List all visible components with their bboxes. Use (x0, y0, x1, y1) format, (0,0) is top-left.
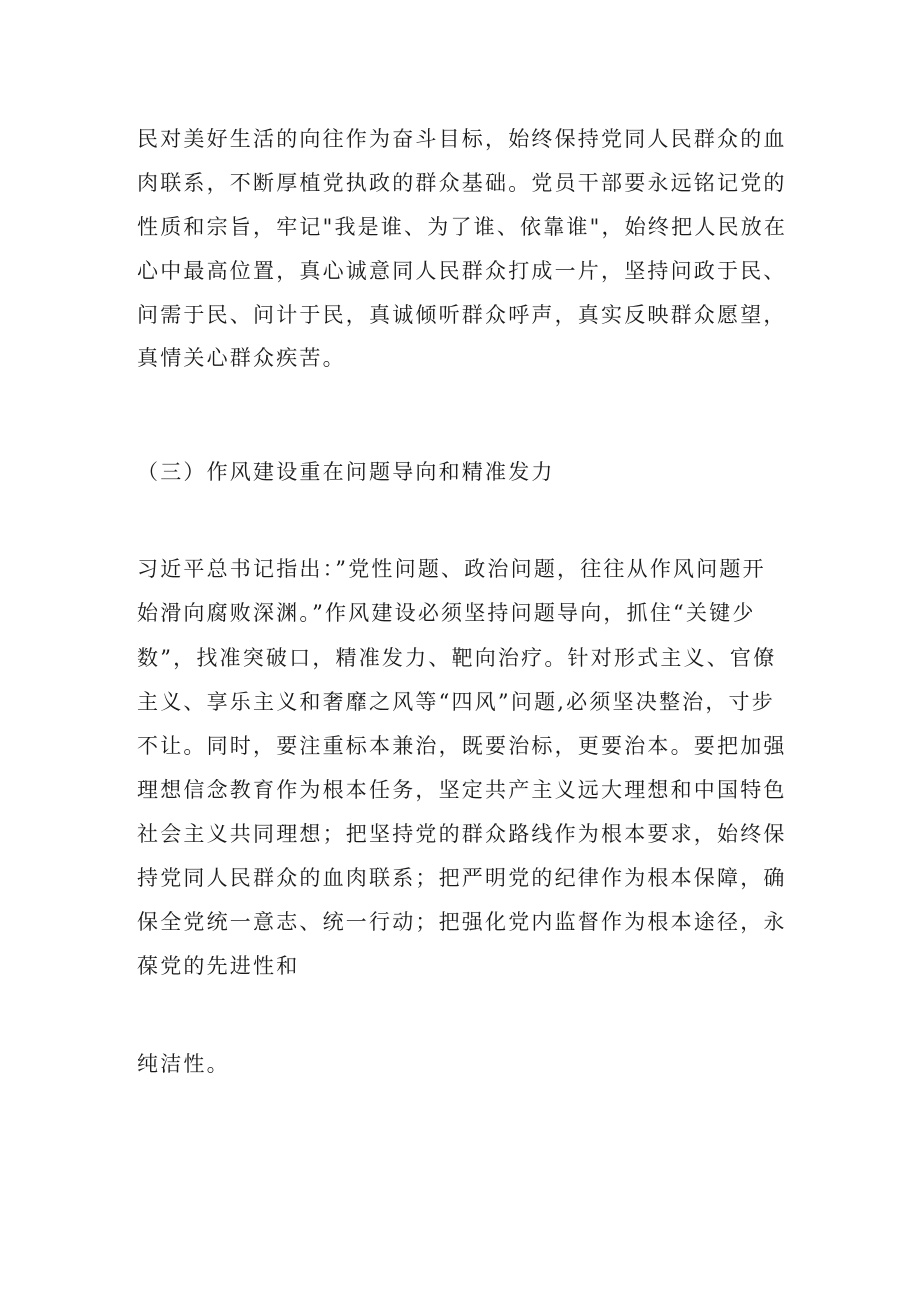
paragraph-1-line-4: 心中最高位置，真心诚意同人民群众打成一片，坚持问政于民、 (137, 259, 787, 283)
paragraph-1-line-2: 肉联系，不断厚植党执政的群众基础。党员干部要永远铭记党的 (137, 171, 787, 195)
paragraph-2-line-4: 主义、享乐主义和奢靡之风等“四风”问题,必须坚决整治，寸步 (137, 690, 775, 714)
paragraph-2-line-3: 数”，找准突破口，精准发力、靶向治疗。针对形式主义、官僚 (137, 646, 777, 670)
paragraph-1-line-1: 民对美好生活的向往作为奋斗目标，始终保持党同人民群众的血 (137, 127, 787, 151)
paragraph-2-line-8: 持党同人民群众的血肉联系；把严明党的纪律作为根本保障，确 (137, 866, 787, 890)
paragraph-2-line-10: 葆党的先进性和 (137, 954, 300, 978)
paragraph-2-line-6: 理想信念教育作为根本任务，坚定共产主义远大理想和中国特色 (137, 778, 787, 802)
paragraph-1-line-5: 问需于民、问计于民，真诚倾听群众呼声，真实反映群众愿望， (137, 303, 787, 327)
paragraph-1-line-3: 性质和宗旨，牢记"我是谁、为了谁、依靠谁"，始终把人民放在 (137, 215, 788, 239)
paragraph-3: 纯洁性。 (137, 1052, 230, 1076)
paragraph-1-line-6: 真情关心群众疾苦。 (137, 346, 346, 370)
paragraph-2-line-1: 习近平总书记指出：”党性问题、政治问题，往往从作风问题开 (137, 557, 766, 581)
paragraph-2-line-5: 不让。同时，要注重标本兼治，既要治标，更要治本。要把加强 (137, 734, 787, 758)
paragraph-2-line-7: 社会主义共同理想；把坚持党的群众路线作为根本要求，始终保 (137, 822, 787, 846)
paragraph-2-line-2: 始滑向腐败深渊。”作风建设必须坚持问题导向，抓住“关键少 (137, 601, 756, 625)
section-heading: （三）作风建设重在问题导向和精准发力 (137, 460, 555, 484)
paragraph-2-line-9: 保全党统一意志、统一行动；把强化党内监督作为根本途径，永 (137, 910, 787, 934)
